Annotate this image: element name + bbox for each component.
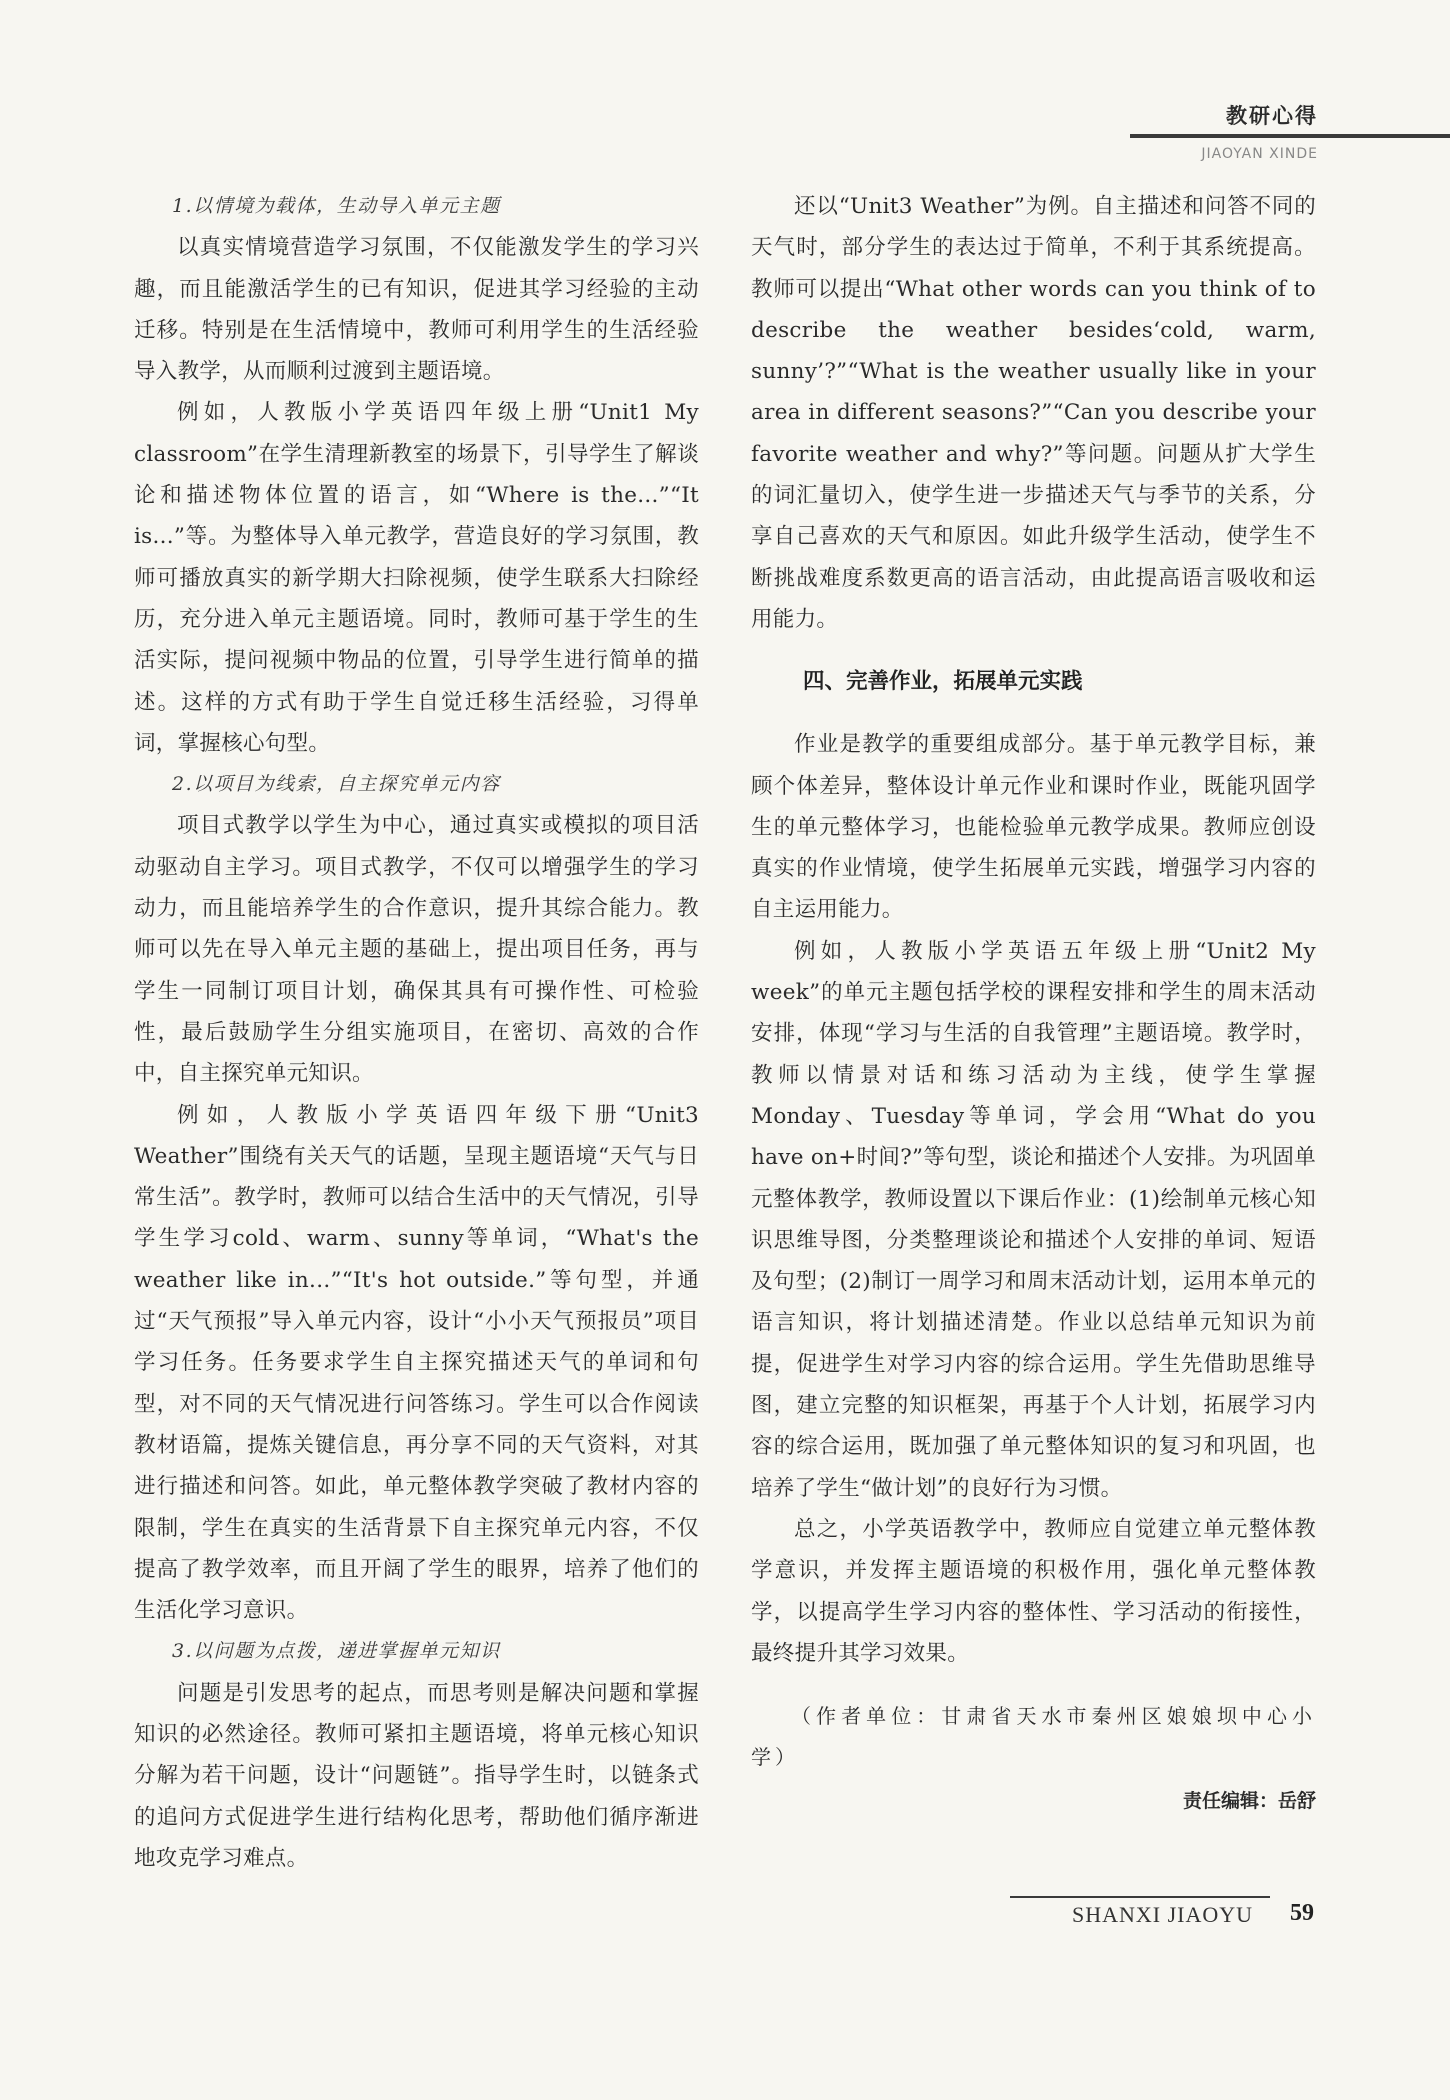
right-column — [751, 186, 1316, 1821]
paragraph: 例如，人教版小学英语五年级上册“Unit2 My week”的单元主题包括学校的课程安排和学生的周末活动安排，体现“学习与生活的自我管理”主题语境。教学时，教师以情景对话和练习活动为主线，使学生掌握Monday、Tuesday等单词，学会用“What do you have on+时间?”等句型，谈论和描述个人安排。为巩固单元整体教学，教师设置以下课后作业：(1)绘制单元核心知识思维导图，分类整理谈论和描述个人安排的单词、短语及句型；(2)制订一周学习和周末活动计划，运用本单元的语言知识，将计划描述清楚。作业以总结单元知识为前提，促进学生对学习内容的综合运用。学生先借助思维导图，建立完整的知识框架，再基于个人计划，拓展学习内容的综合运用，既加强了单元整体知识的复习和巩固，也培养了学生“做计划”的良好行为习惯。 — [751, 938, 1316, 1501]
subheading-1: 1.以情境为载体，生动导入单元主题 — [172, 195, 501, 217]
subheading-3: 3.以问题为点拨，递进掌握单元知识 — [172, 1640, 501, 1663]
section-heading: 四、完善作业，拓展单元实践 — [803, 669, 1083, 695]
section-subtitle: JIAOYAN XINDE — [1201, 146, 1318, 162]
page-number: 59 — [1290, 1900, 1314, 1926]
editor-credit: 责任编辑：岳舒 — [1182, 1789, 1316, 1812]
section-title: 教研心得 — [1226, 104, 1318, 128]
paragraph: 作业是教学的重要组成部分。基于单元教学目标，兼顾个体差异，整体设计单元作业和课时作业，既能巩固学生的单元整体学习，也能检验单元教学成果。教师应创设真实的作业情境，使学生拓展单元实践，增强学习内容的自主运用能力。 — [751, 732, 1316, 923]
paragraph: 总之，小学英语教学中，教师应自觉建立单元整体教学意识，并发挥主题语境的积极作用，强化单元整体教学，以提高学生学习内容的整体性、学习活动的衔接性，最终提升其学习效果。 — [751, 1516, 1316, 1666]
paragraph: 项目式教学以学生为中心，通过真实或模拟的项目活动驱动自主学习。项目式教学，不仅可以增强学生的学习动力，而且能培养学生的合作意识，提升其综合能力。教师可以先在导入单元主题的基础上，提出项目任务，再与学生一同制订项目计划，确保其具有可操作性、可检验性，最后鼓励学生分组实施项目，在密切、高效的合作中，自主探究单元知识。 — [134, 813, 699, 1087]
author-affiliation: （作者单位：甘肃省天水市秦州区娘娘坝中心小学） — [751, 1704, 1316, 1770]
journal-name: SHANXI JIAOYU — [1072, 1902, 1254, 1927]
footer-divider — [1010, 1896, 1270, 1898]
header-divider — [1130, 134, 1450, 138]
paragraph: 还以“Unit3 Weather”为例。自主描述和问答不同的天气时，部分学生的表达过于简单，不利于其系统提高。教师可以提出“What other words can you think of to describe the weather besides‘cold, warm, sunny’?”“What is the weather usually like in your area in different seasons?”“Can you describe your favorite weather and why?”等问题。问题从扩大学生的词汇量切入，使学生进一步描述天气与季节的关系，分享自己喜欢的天气和原因。如此升级学生活动，使学生不断挑战难度系数更高的语言活动，由此提高语言吸收和运用能力。 — [751, 194, 1316, 632]
paragraph: 例如，人教版小学英语四年级下册“Unit3 Weather”围绕有关天气的话题，呈现主题语境“天气与日常生活”。教学时，教师可以结合生活中的天气情况，引导学生学习cold、warm、sunny等单词，“What's the weather like in...”“It's hot outside.”等句型，并通过“天气预报”导入单元内容，设计“小小天气预报员”项目学习任务。任务要求学生自主探究描述天气的单词和句型，对不同的天气情况进行问答练习。学生可以合作阅读教材语篇，提炼关键信息，再分享不同的天气资料，对其进行描述和问答。如此，单元整体教学突破了教材内容的限制，学生在真实的生活背景下自主探究单元内容，不仅提高了教学效率，而且开阔了学生的眼界，培养了他们的生活化学习意识。 — [134, 1102, 699, 1624]
paragraph: 例如，人教版小学英语四年级上册“Unit1 My classroom”在学生清理新教室的场景下，引导学生了解谈论和描述物体位置的语言，如“Where is the...”“It is...”等。为整体导入单元教学，营造良好的学习氛围，教师可播放真实的新学期大扫除视频，使学生联系大扫除经历，充分进入单元主题语境。同时，教师可基于学生的生活实际，提问视频中物品的位置，引导学生进行简单的描述。这样的方式有助于学生自觉迁移生活经验，习得单词，掌握核心句型。 — [134, 400, 699, 756]
paragraph: 问题是引发思考的起点，而思考则是解决问题和掌握知识的必然途径。教师可紧扣主题语境，将单元核心知识分解为若干问题，设计“问题链”。指导学生时，以链条式的追问方式促进学生进行结构化思考，帮助他们循序渐进地攻克学习难点。 — [134, 1680, 699, 1871]
paragraph: 以真实情境营造学习氛围，不仅能激发学生的学习兴趣，而且能激活学生的已有知识，促进其学习经验的主动迁移。特别是在生活情境中，教师可利用学生的生活经验导入教学，从而顺利过渡到主题语境。 — [134, 235, 699, 385]
subheading-2: 2.以项目为线索，自主探究单元内容 — [172, 773, 501, 796]
left-column — [134, 186, 699, 1879]
